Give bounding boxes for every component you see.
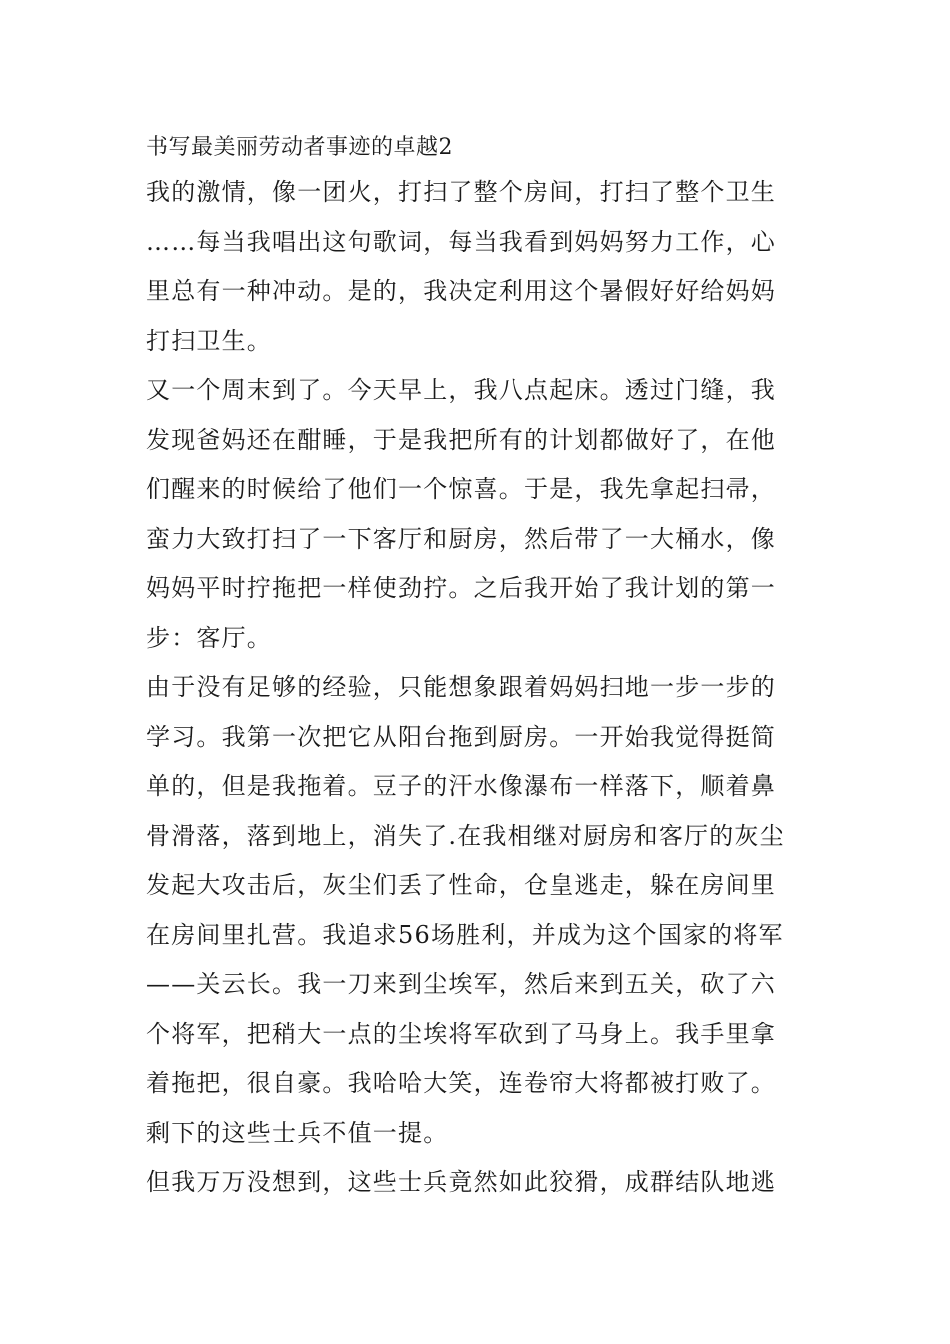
text-line: 又一个周末到了。今天早上，我八点起床。透过门缝，我: [146, 376, 776, 404]
text-line: 学习。我第一次把它从阳台拖到厨房。一开始我觉得挺简: [146, 722, 776, 751]
text-line: 骨滑落，落到地上，消失了.在我相继对厨房和客厅的灰尘: [146, 821, 785, 850]
text-line: 步：客厅。: [146, 623, 272, 652]
paragraph-1: [146, 168, 808, 366]
text-line: 发现爸妈还在酣睡，于是我把所有的计划都做好了，在他: [146, 425, 776, 454]
text-line: ……每当我唱出这句歌词，每当我看到妈妈努力工作，心: [146, 227, 776, 256]
text-line: 由于没有足够的经验，只能想象跟着妈妈扫地一步一步的: [146, 673, 776, 701]
page-title: 书写最美丽劳动者事迹的卓越2: [146, 135, 453, 160]
text-line: 蛮力大致打扫了一下客厅和厨房，然后带了一大桶水，像: [146, 524, 776, 553]
text-line: 发起大攻击后，灰尘们丢了性命，仓皇逃走，躲在房间里: [146, 871, 776, 899]
text-line: 但我万万没想到，这些士兵竟然如此狡猾，成群结队地逃: [146, 1168, 776, 1196]
text-line: 个将军，把稍大一点的尘埃将军砍到了马身上。我手里拿: [146, 1019, 776, 1048]
text-line: 里总有一种冲动。是的，我决定利用这个暑假好好给妈妈: [146, 277, 776, 305]
paragraph-4: [146, 1158, 808, 1208]
paragraph-3: [146, 663, 808, 1158]
text-line: 打扫卫生。: [146, 326, 272, 355]
document-body: [146, 128, 808, 1208]
text-line: ——关云长。我一刀来到尘埃军，然后来到五关，砍了六: [146, 970, 776, 998]
text-line: 单的，但是我拖着。豆子的汗水像瀑布一样落下，顺着鼻: [146, 772, 776, 800]
text-line: 们醒来的时候给了他们一个惊喜。于是，我先拿起扫帚，: [146, 475, 776, 503]
text-line: 我的激情，像一团火，打扫了整个房间，打扫了整个卫生: [146, 178, 776, 206]
text-line: 着拖把，很自豪。我哈哈大笑，连卷帘大将都被打败了。: [146, 1069, 776, 1097]
text-line: 在房间里扎营。我追求56场胜利，并成为这个国家的将军: [146, 920, 784, 949]
text-line: 妈妈平时拧拖把一样使劲拧。之后我开始了我计划的第一: [146, 574, 776, 602]
text-line: 剩下的这些士兵不值一提。: [146, 1118, 449, 1147]
paragraph-2: [146, 366, 808, 663]
